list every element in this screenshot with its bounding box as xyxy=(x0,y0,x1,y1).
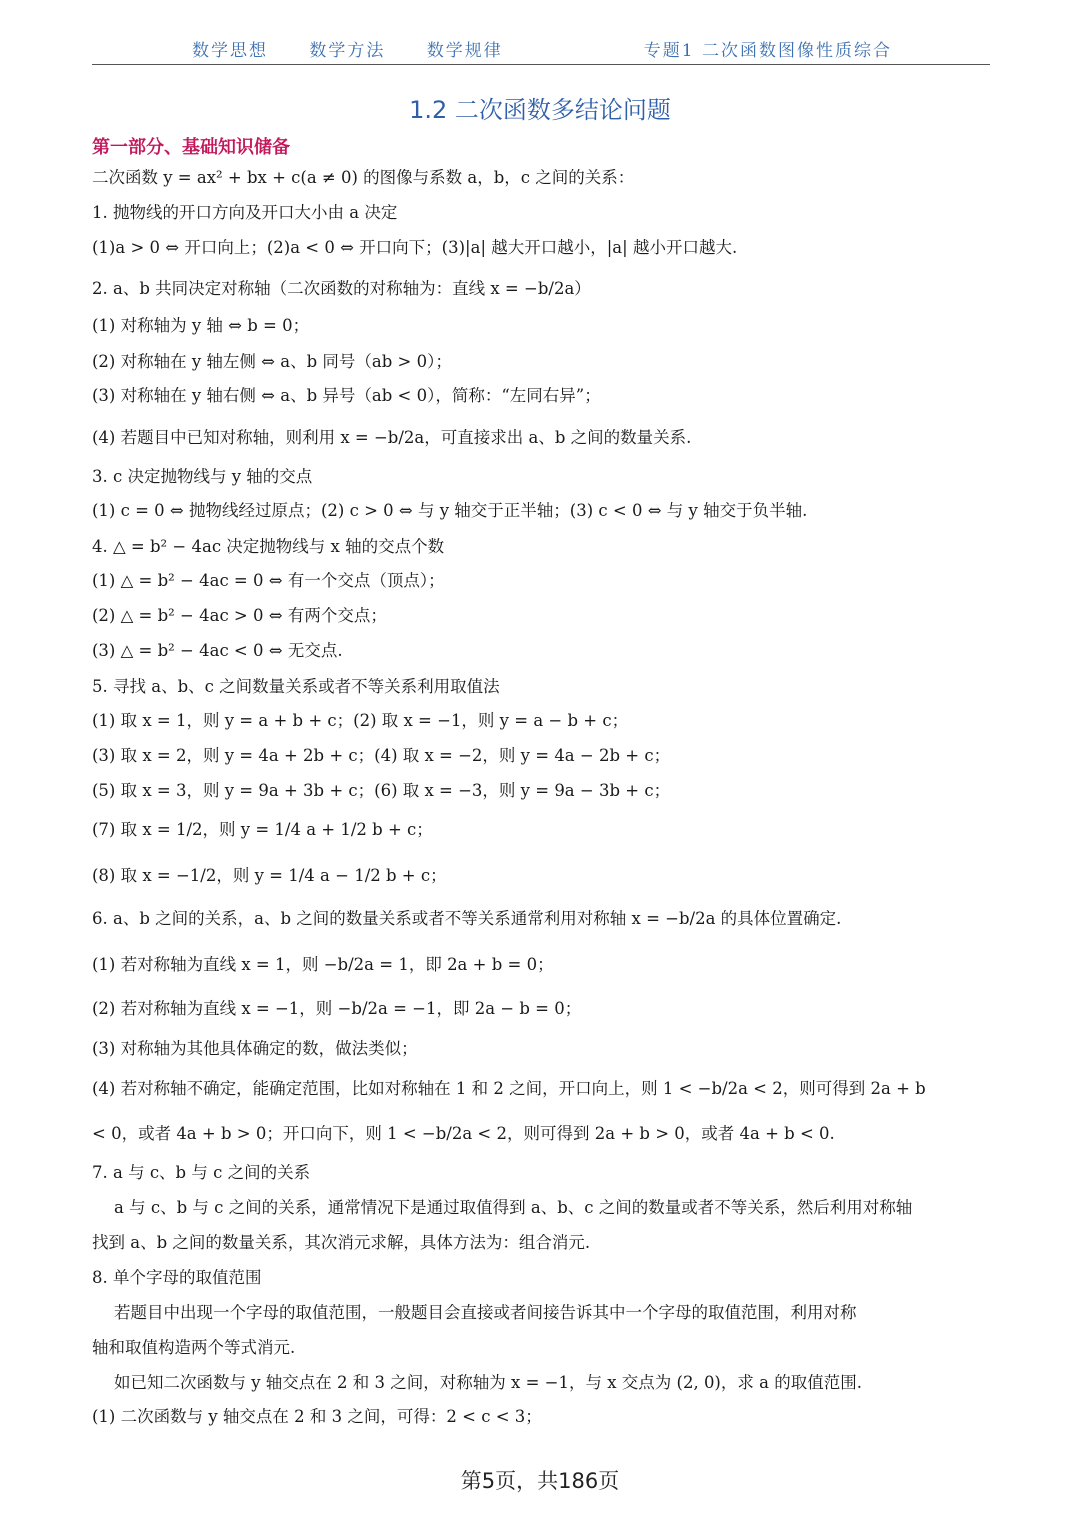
text-line: 二次函数 y = ax² + bx + c(a ≠ 0) 的图像与系数 a，b，c 之间的关系： xyxy=(92,168,635,187)
text-line: (1) 二次函数与 y 轴交点在 2 和 3 之间，可得：2 < c < 3； xyxy=(92,1407,542,1426)
text-line: 2. a、b 共同决定对称轴（二次函数的对称轴为：直线 x = −b/2a） xyxy=(92,279,591,298)
text-line: a 与 c、b 与 c 之间的关系，通常情况下是通过取值得到 a、b、c 之间的数量或者不等关系，然后利用对称轴 xyxy=(114,1198,913,1217)
page-footer: 第5页，共186页 xyxy=(460,1469,620,1493)
text-line: (2) △ = b² − 4ac > 0 ⇔ 有两个交点； xyxy=(92,606,387,625)
text-line: (1) △ = b² − 4ac = 0 ⇔ 有一个交点（顶点）； xyxy=(92,571,445,590)
text-line: 7. a 与 c、b 与 c 之间的关系 xyxy=(92,1163,311,1182)
text-line: (1) 取 x = 1，则 y = a + b + c；(2) 取 x = −1，则 y = a − b + c； xyxy=(92,711,629,730)
header-right: 专题1 二次函数图像性质综合 xyxy=(643,41,892,61)
text-line: 8. 单个字母的取值范围 xyxy=(92,1268,262,1287)
text-line: (2) 若对称轴为直线 x = −1，则 −b/2a = −1，即 2a − b = 0； xyxy=(92,999,582,1018)
page-header xyxy=(92,34,990,65)
header-item: 数学方法 xyxy=(309,41,386,61)
text-line: 找到 a、b 之间的数量关系，其次消元求解，具体方法为：组合消元. xyxy=(92,1233,591,1252)
header-item: 数学思想 xyxy=(192,41,268,61)
text-line: (5) 取 x = 3，则 y = 9a + 3b + c；(6) 取 x = −3，则 y = 9a − 3b + c； xyxy=(92,781,671,800)
text-line: (4) 若对称轴不确定，能确定范围，比如对称轴在 1 和 2 之间，开口向上，则 1 < −b/2a < 2，则可得到 2a + b xyxy=(92,1079,926,1098)
text-line: < 0，或者 4a + b > 0；开口向下，则 1 < −b/2a < 2，则可得到 2a + b > 0，或者 4a + b < 0. xyxy=(92,1124,835,1143)
text-line: (8) 取 x = −1/2，则 y = 1/4 a − 1/2 b + c； xyxy=(92,866,447,885)
text-line: 若题目中出现一个字母的取值范围，一般题目会直接或者间接告诉其中一个字母的取值范围，利用对称 xyxy=(114,1303,857,1322)
text-line: (7) 取 x = 1/2，则 y = 1/4 a + 1/2 b + c； xyxy=(92,820,433,839)
text-line: (3) 取 x = 2，则 y = 4a + 2b + c；(4) 取 x = −2，则 y = 4a − 2b + c； xyxy=(92,746,671,765)
text-line: (3) 对称轴在 y 轴右侧 ⇔ a、b 异号（ab < 0），简称：“左同右异”； xyxy=(92,386,601,405)
text-line: (1)a > 0 ⇔ 开口向上；(2)a < 0 ⇔ 开口向下；(3)|a| 越大开口越小，|a| 越小开口越大. xyxy=(92,238,738,257)
page-title: 1.2 二次函数多结论问题 xyxy=(409,96,671,124)
text-line: (3) △ = b² − 4ac < 0 ⇔ 无交点. xyxy=(92,641,343,660)
text-line: 轴和取值构造两个等式消元. xyxy=(92,1338,296,1357)
header-item: 数学规律 xyxy=(426,41,503,61)
section-heading: 第一部分、基础知识储备 xyxy=(92,137,290,158)
text-line: (3) 对称轴为其他具体确定的数，做法类似； xyxy=(92,1039,418,1058)
text-line: (2) 对称轴在 y 轴左侧 ⇔ a、b 同号（ab > 0）； xyxy=(92,352,452,371)
text-line: 4. △ = b² − 4ac 决定抛物线与 x 轴的交点个数 xyxy=(92,537,445,556)
text-line: (4) 若题目中已知对称轴，则利用 x = −b/2a，可直接求出 a、b 之间的数量关系. xyxy=(92,428,692,447)
text-line: 5. 寻找 a、b、c 之间数量关系或者不等关系利用取值法 xyxy=(92,677,500,696)
header-left xyxy=(192,36,537,61)
text-line: 如已知二次函数与 y 轴交点在 2 和 3 之间，对称轴为 x = −1，与 x 交点为 (2, 0)，求 a 的取值范围. xyxy=(114,1373,862,1392)
text-line: (1) c = 0 ⇔ 抛物线经过原点；(2) c > 0 ⇔ 与 y 轴交于正半轴；(3) c < 0 ⇔ 与 y 轴交于负半轴. xyxy=(92,501,808,520)
text-line: 1. 抛物线的开口方向及开口大小由 a 决定 xyxy=(92,203,398,222)
text-line: (1) 对称轴为 y 轴 ⇔ b = 0； xyxy=(92,316,310,335)
text-line: 6. a、b 之间的关系，a、b 之间的数量关系或者不等关系通常利用对称轴 x = −b/2a 的具体位置确定. xyxy=(92,909,842,928)
text-line: 3. c 决定抛物线与 y 轴的交点 xyxy=(92,467,313,486)
text-line: (1) 若对称轴为直线 x = 1，则 −b/2a = 1，即 2a + b = 0； xyxy=(92,955,554,974)
